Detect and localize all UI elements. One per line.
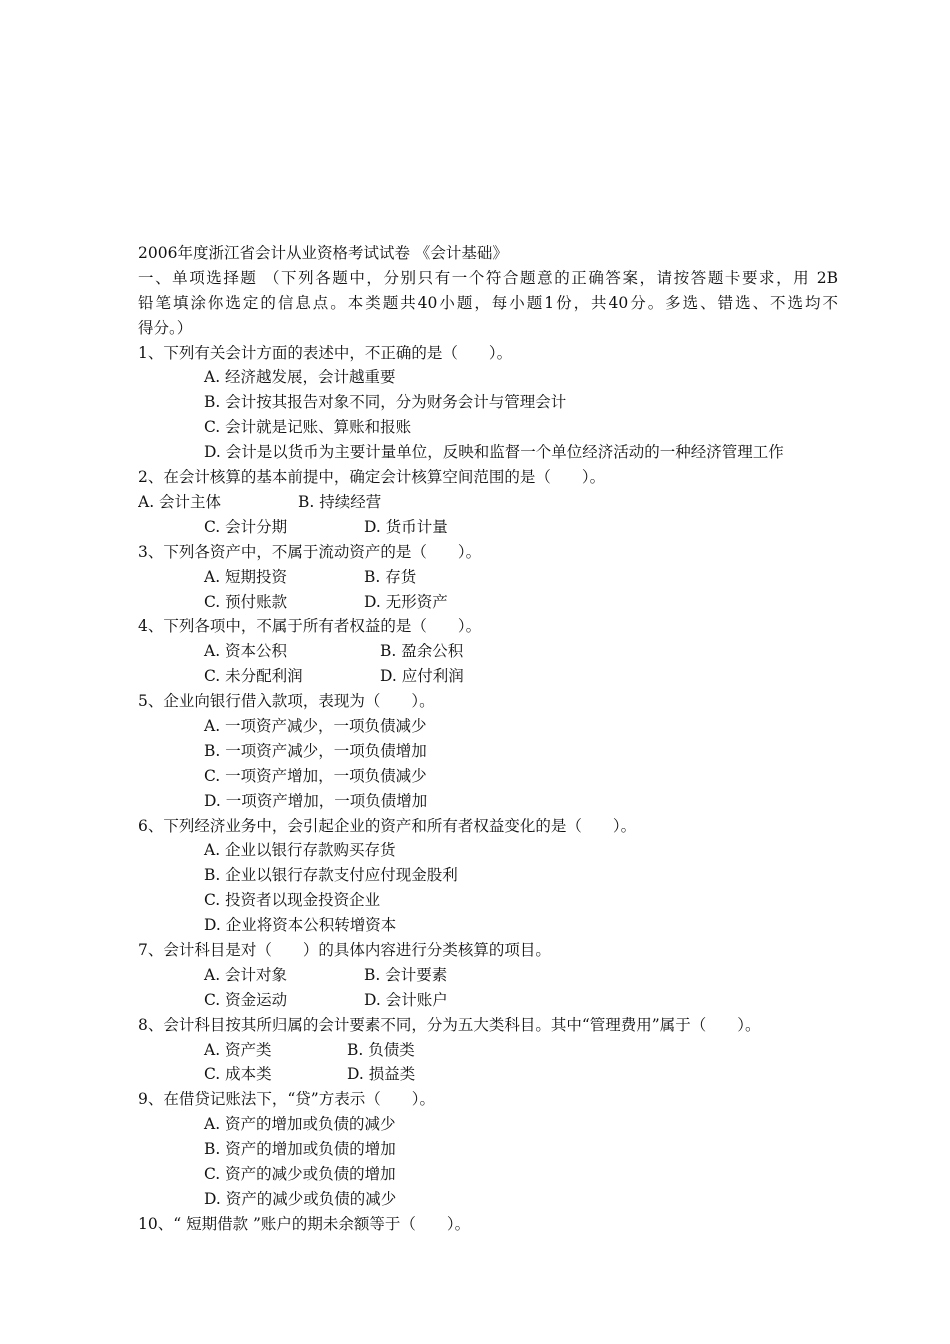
question-8-options-row-1 bbox=[138, 1038, 838, 1063]
question-6-stem: 6、下列经济业务中，会引起企业的资产和所有者权益变化的是（ ）。 bbox=[138, 816, 637, 835]
question-1-option-a: A. 经济越发展，会计越重要 bbox=[204, 368, 396, 387]
question-2-option-b: B. 持续经营 bbox=[298, 492, 382, 511]
question-3-options-row-1 bbox=[138, 565, 838, 590]
question-4-option-b: B. 盈余公积 bbox=[380, 642, 464, 661]
exam-title: 2006年度浙江省会计从业资格考试试卷 《会计基础》 bbox=[138, 244, 508, 262]
question-10-stem: 10、“ 短期借款 ”账户的期未余额等于（ ）。 bbox=[138, 1214, 471, 1233]
question-4-options-row-2 bbox=[138, 664, 838, 689]
question-7-option-b: B. 会计要素 bbox=[364, 965, 448, 984]
question-7-stem: 7、会计科目是对（ ）的具体内容进行分类核算的项目。 bbox=[138, 940, 551, 959]
question-6-option-c: C. 投资者以现金投资企业 bbox=[204, 891, 381, 910]
question-7-option-d: D. 会计账户 bbox=[364, 990, 448, 1009]
question-7-option-a: A. 会计对象 bbox=[204, 965, 288, 984]
question-4-option-c: C. 未分配利润 bbox=[204, 667, 303, 686]
question-9-option-c: C. 资产的减少或负债的增加 bbox=[204, 1164, 396, 1183]
question-2-option-a: A. 会计主体 bbox=[138, 492, 222, 511]
question-2-option-c: C. 会计分期 bbox=[204, 517, 288, 536]
question-4-stem: 4、下列各项中，不属于所有者权益的是（ ）。 bbox=[138, 617, 482, 636]
question-3-stem: 3、下列各资产中，不属于流动资产的是（ ）。 bbox=[138, 542, 482, 561]
question-9-option-b: B. 资产的增加或负债的增加 bbox=[204, 1140, 396, 1159]
question-1-option-c: C. 会计就是记账、算账和报账 bbox=[204, 418, 412, 437]
question-2-options-row-1 bbox=[138, 490, 838, 515]
section-instructions-line-1: 一、单项选择题 （下列各题中，分别只有一个符合题意的正确答案，请按答题卡要求，用 2B bbox=[138, 268, 838, 287]
question-5-option-b: B. 一项资产减少，一项负债增加 bbox=[204, 741, 427, 760]
question-2-stem: 2、在会计核算的基本前提中，确定会计核算空间范围的是（ ）。 bbox=[138, 468, 606, 487]
question-4-options-row-1 bbox=[138, 639, 838, 664]
question-8-option-c: C. 成本类 bbox=[204, 1065, 272, 1084]
question-8-stem: 8、会计科目按其所归属的会计要素不同，分为五大类科目。其中“管理费用”属于（ ）。 bbox=[138, 1015, 761, 1034]
question-9-option-a: A. 资产的增加或负债的减少 bbox=[204, 1115, 396, 1134]
question-3-option-d: D. 无形资产 bbox=[364, 592, 448, 611]
question-5-option-a: A. 一项资产减少，一项负债减少 bbox=[204, 716, 427, 735]
question-2-option-d: D. 货币计量 bbox=[364, 517, 448, 536]
question-7-option-c: C. 资金运动 bbox=[204, 990, 288, 1009]
question-4-option-d: D. 应付利润 bbox=[380, 667, 464, 686]
question-1-option-b: B. 会计按其报告对象不同，分为财务会计与管理会计 bbox=[204, 393, 567, 412]
question-3-option-b: B. 存货 bbox=[364, 567, 417, 586]
question-3-options-row-2 bbox=[138, 590, 838, 615]
question-3-option-a: A. 短期投资 bbox=[204, 567, 288, 586]
section-instructions-line-2: 铅笔填涂你选定的信息点。本类题共40小题，每小题1份，共40分。多选、错选、不选均不 bbox=[138, 293, 838, 312]
question-8-option-d: D. 损益类 bbox=[347, 1065, 416, 1084]
question-8-option-b: B. 负债类 bbox=[347, 1040, 415, 1059]
question-6-option-d: D. 企业将资本公积转增资本 bbox=[204, 916, 397, 935]
exam-content bbox=[138, 241, 838, 1237]
question-5-option-c: C. 一项资产增加，一项负债减少 bbox=[204, 766, 427, 785]
question-8-option-a: A. 资产类 bbox=[204, 1040, 272, 1059]
section-instructions-line-3: 得分。） bbox=[138, 318, 193, 337]
question-5-option-d: D. 一项资产增加，一项负债增加 bbox=[204, 791, 428, 810]
question-1-option-d: D. 会计是以货币为主要计量单位，反映和监督一个单位经济活动的一种经济管理工作 bbox=[204, 443, 784, 462]
question-4-option-a: A. 资本公积 bbox=[204, 642, 288, 661]
question-6-option-b: B. 企业以银行存款支付应付现金股利 bbox=[204, 866, 458, 885]
question-7-options-row-1 bbox=[138, 963, 838, 988]
question-1-stem: 1、下列有关会计方面的表述中，不正确的是（ ）。 bbox=[138, 343, 513, 362]
question-3-option-c: C. 预付账款 bbox=[204, 592, 288, 611]
question-6-option-a: A. 企业以银行存款购买存货 bbox=[204, 841, 396, 860]
question-9-stem: 9、在借贷记账法下，“贷”方表示（ ）。 bbox=[138, 1090, 435, 1109]
question-5-stem: 5、企业向银行借入款项，表现为（ ）。 bbox=[138, 692, 435, 711]
question-8-options-row-2 bbox=[138, 1062, 838, 1087]
question-9-option-d: D. 资产的减少或负债的减少 bbox=[204, 1189, 397, 1208]
question-7-options-row-2 bbox=[138, 988, 838, 1013]
question-2-options-row-2 bbox=[138, 515, 838, 540]
